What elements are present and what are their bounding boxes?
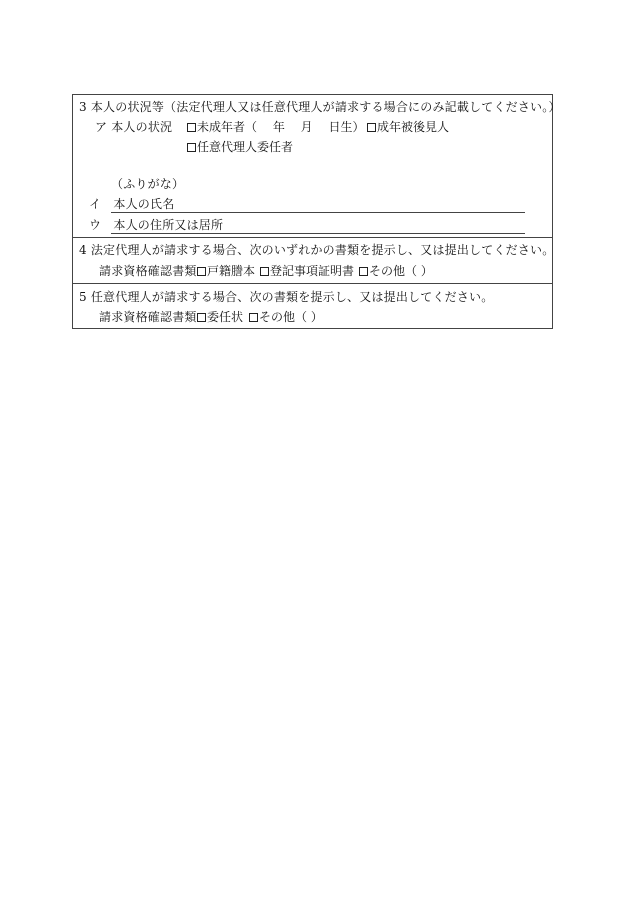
delegator-label: 任意代理人委任者 xyxy=(197,140,294,154)
checkbox-minor[interactable] xyxy=(187,120,364,134)
minor-label: 未成年者（ 年 月 日生） xyxy=(197,120,365,134)
form-box xyxy=(72,94,561,329)
checkbox-icon[interactable] xyxy=(367,123,376,132)
section4-docs-label: 請求資格確認書類 xyxy=(99,264,197,278)
divider xyxy=(73,283,552,284)
family-register-label: 戸籍謄本 xyxy=(207,264,256,278)
adult-ward-label: 成年被後見人 xyxy=(377,120,450,134)
furigana-label: （ふりがな） xyxy=(111,177,185,191)
other-label: その他（ ） xyxy=(259,310,323,324)
registry-certificate-label: 登記事項証明書 xyxy=(270,264,355,278)
status-label: ア 本人の状況 xyxy=(95,120,173,134)
name-label: イ 本人の氏名 xyxy=(89,197,175,211)
section5-title: 5 任意代理人が請求する場合、次の書類を提示し、又は提出してください。 xyxy=(79,290,494,304)
checkbox-icon[interactable] xyxy=(197,313,206,322)
checkbox-icon[interactable] xyxy=(187,143,196,152)
section3-title: 3 本人の状況等（法定代理人又は任意代理人が請求する場合にのみ記載してください。） xyxy=(79,100,561,114)
checkbox-delegator[interactable] xyxy=(187,140,293,154)
section5-docs-label: 請求資格確認書類 xyxy=(99,310,197,324)
address-label: ウ 本人の住所又は居所 xyxy=(89,218,224,232)
checkbox-family-register[interactable] xyxy=(197,264,255,278)
checkbox-other-5[interactable] xyxy=(249,310,323,324)
section4-title: 4 法定代理人が請求する場合、次のいずれかの書類を提示し、又は提出してください。 xyxy=(79,243,555,257)
power-of-attorney-label: 委任状 xyxy=(207,310,244,324)
checkbox-icon[interactable] xyxy=(197,267,206,276)
checkbox-adult-ward[interactable] xyxy=(367,120,449,134)
checkbox-power-of-attorney[interactable] xyxy=(197,310,243,324)
divider xyxy=(73,237,552,238)
checkbox-other-4[interactable] xyxy=(359,264,433,278)
checkbox-icon[interactable] xyxy=(249,313,258,322)
checkbox-icon[interactable] xyxy=(359,267,368,276)
checkbox-icon[interactable] xyxy=(260,267,269,276)
other-label: その他（ ） xyxy=(369,264,433,278)
checkbox-registry-certificate[interactable] xyxy=(260,264,354,278)
checkbox-icon[interactable] xyxy=(187,123,196,132)
address-field-line[interactable] xyxy=(111,233,525,234)
name-field-line[interactable] xyxy=(111,212,525,213)
